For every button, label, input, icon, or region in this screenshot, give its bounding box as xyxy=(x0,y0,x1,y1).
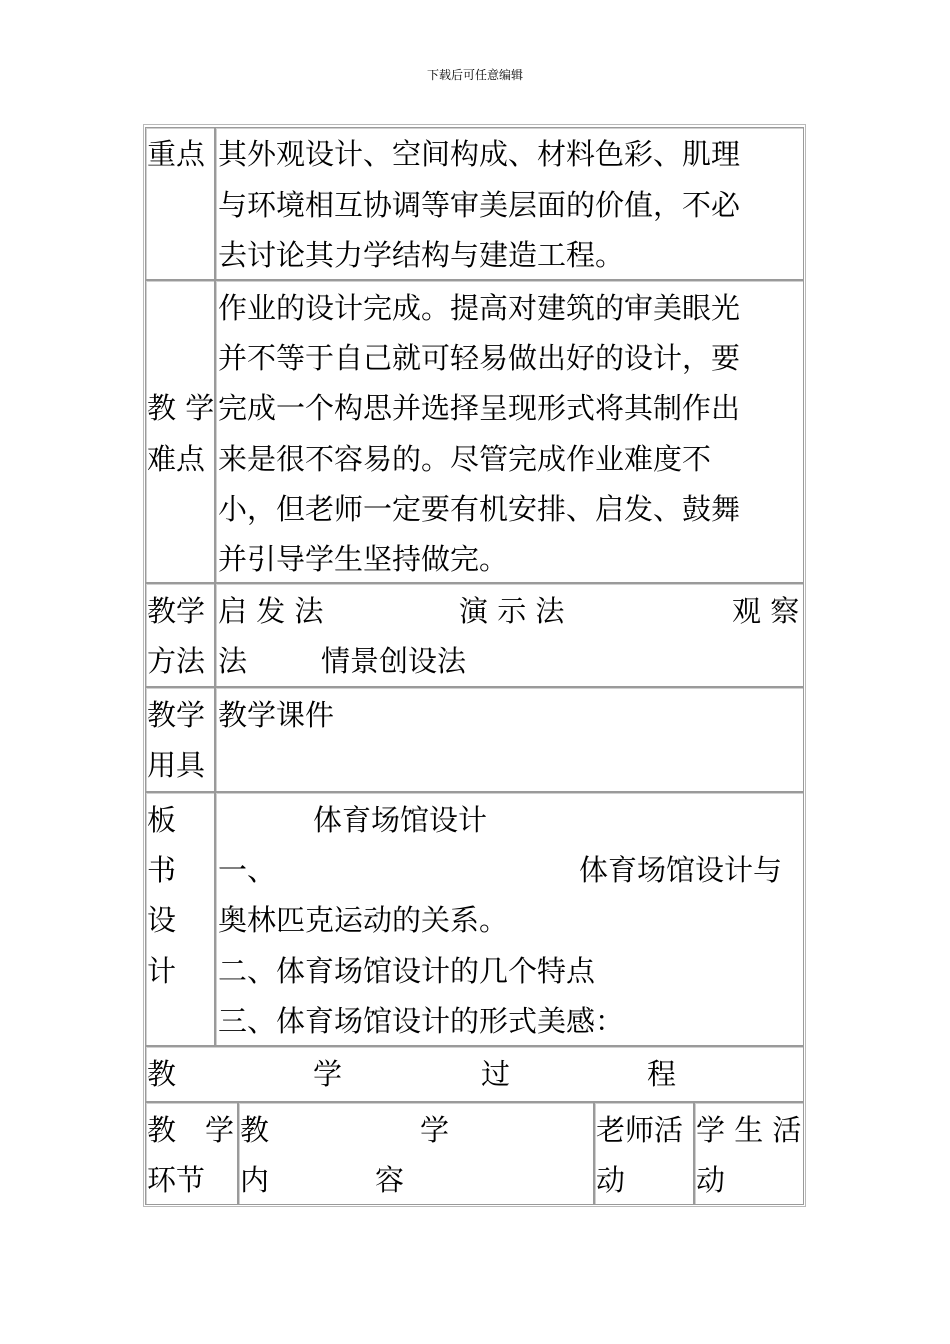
board-item-2: 二、体育场馆设计的几个特点 xyxy=(218,954,596,988)
difficulty-line-6: 并引导学生坚持做完。 xyxy=(218,542,509,576)
board-item-1-number: 一、 xyxy=(218,853,277,887)
keypoints-line-3: 去讨论其力学结构与建造工程。 xyxy=(218,238,625,272)
keypoints-label: 重点 xyxy=(147,137,206,171)
col-content-char-1: 教 xyxy=(240,1113,270,1147)
board-item-1-text: 体育场馆设计与 xyxy=(579,853,783,887)
method-demonstration: 演 示 法 xyxy=(459,594,565,628)
method-observation: 观 察 xyxy=(732,594,800,628)
board-label-char-4: 计 xyxy=(147,954,177,988)
col-student-line-2: 动 xyxy=(696,1163,726,1197)
process-char-2: 学 xyxy=(313,1057,343,1091)
difficulty-line-2: 并不等于自己就可轻易做出好的设计，要 xyxy=(218,341,741,375)
difficulty-line-1: 作业的设计完成。提高对建筑的审美眼光 xyxy=(218,291,741,325)
col-stage-line-2: 环节 xyxy=(147,1163,206,1197)
col-content-char-4: 容 xyxy=(375,1163,405,1197)
keypoints-line-2: 与环境相互协调等审美层面的价值，不必 xyxy=(218,188,741,222)
board-item-1-text-cont: 奥林匹克运动的关系。 xyxy=(218,903,509,937)
method-observation-cont: 法 xyxy=(218,644,248,678)
board-item-3: 三、体育场馆设计的形式美感： xyxy=(218,1004,625,1038)
board-label-char-3: 设 xyxy=(147,903,177,937)
process-char-4: 程 xyxy=(647,1057,677,1091)
difficulty-label-line-1: 教 学 xyxy=(147,391,215,425)
board-label-char-2: 书 xyxy=(147,853,177,887)
keypoints-line-1: 其外观设计、空间构成、材料色彩、肌理 xyxy=(218,137,741,171)
difficulty-line-5: 小，但老师一定要有机安排、启发、鼓舞 xyxy=(218,492,741,526)
process-char-3: 过 xyxy=(481,1057,511,1091)
method-scenario: 情景创设法 xyxy=(321,644,467,678)
method-label-line-2: 方法 xyxy=(147,644,206,678)
col-stage-line-1: 教 学 xyxy=(147,1113,235,1147)
col-content-char-2: 学 xyxy=(420,1113,450,1147)
col-content-cell xyxy=(238,1102,594,1205)
tools-label-line-1: 教学 xyxy=(147,698,206,732)
process-heading-cell xyxy=(145,1046,804,1102)
process-char-1: 教 xyxy=(147,1057,177,1091)
difficulty-label-line-2: 难点 xyxy=(147,442,206,476)
page-header: 下载后可任意编辑 xyxy=(426,68,523,82)
col-teacher-line-2: 动 xyxy=(596,1163,626,1197)
tools-content: 教学课件 xyxy=(218,698,335,732)
col-student-line-1: 学 生 活 xyxy=(696,1113,802,1147)
method-heuristic: 启 发 法 xyxy=(218,594,324,628)
col-teacher-line-1: 老师活 xyxy=(596,1113,684,1147)
col-content-char-3: 内 xyxy=(240,1163,270,1197)
tools-label-line-2: 用具 xyxy=(147,748,206,782)
difficulty-line-4: 来是很不容易的。尽管完成作业难度不 xyxy=(218,442,712,476)
board-label-char-1: 板 xyxy=(147,803,177,837)
difficulty-line-3: 完成一个构思并选择呈现形式将其制作出 xyxy=(218,391,741,425)
board-title: 体育场馆设计 xyxy=(313,803,488,837)
method-label-line-1: 教学 xyxy=(147,594,206,628)
